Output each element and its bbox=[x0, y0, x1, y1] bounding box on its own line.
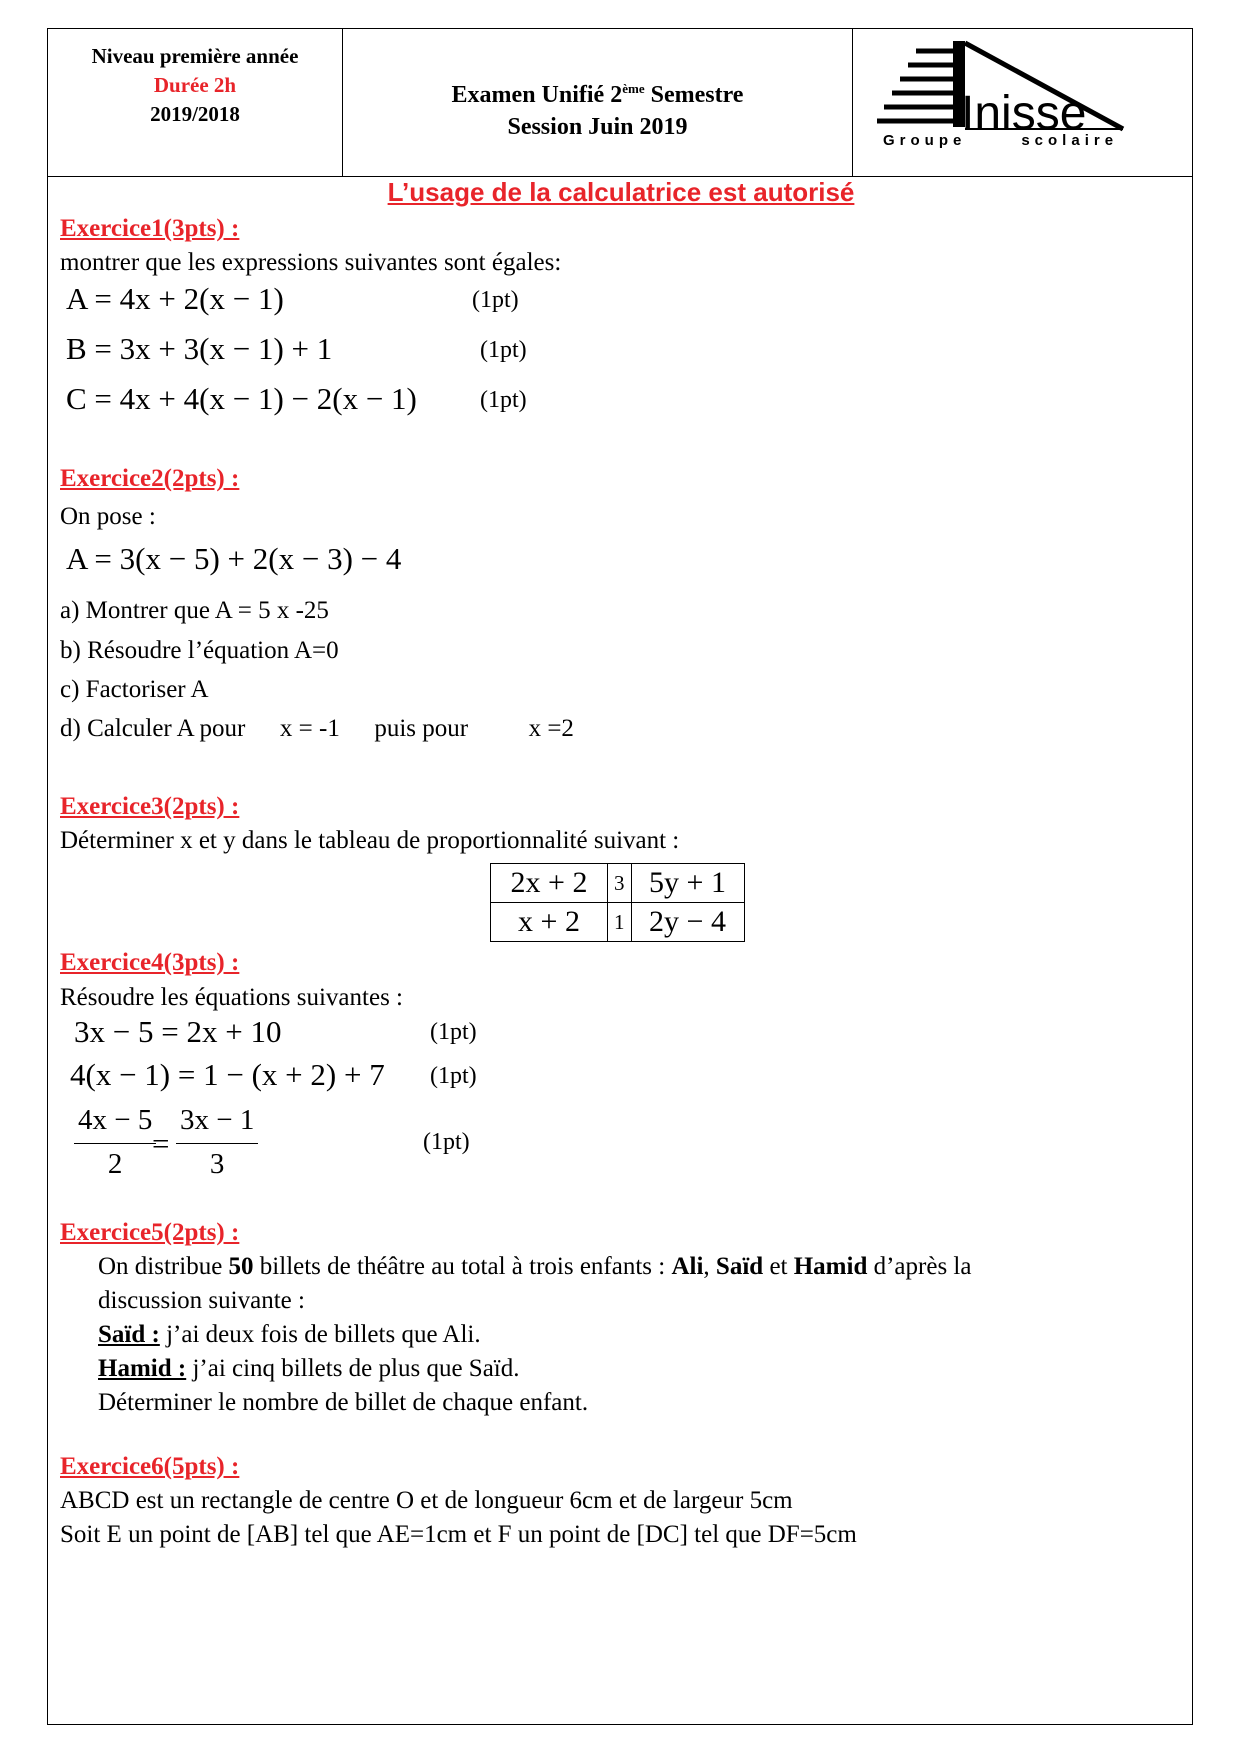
ex5-l1-e: , bbox=[703, 1253, 716, 1280]
header-info-cell bbox=[48, 29, 343, 176]
ex2-question-c: c) Factoriser A bbox=[60, 676, 209, 703]
exam-title-post: Semestre bbox=[644, 82, 744, 108]
ex2-d-v2: x =2 bbox=[528, 715, 574, 742]
ex4-intro: Résoudre les équations suivantes : bbox=[60, 984, 403, 1011]
ex2-intro: On pose : bbox=[60, 503, 156, 530]
ex4-pt-1: (1pt) bbox=[430, 1019, 477, 1045]
ex2-d-pre: d) Calculer A pour bbox=[60, 715, 246, 742]
ex5-l1-f: Saïd bbox=[715, 1253, 764, 1280]
ex5-title: Exercice5(2pts) : bbox=[60, 1219, 240, 1246]
table-row bbox=[491, 864, 745, 903]
ex4-title: Exercice4(3pts) : bbox=[60, 949, 240, 976]
ex5-line1 bbox=[98, 1253, 971, 1281]
ex4-pt-3: (1pt) bbox=[423, 1129, 470, 1155]
ex1-expr-a: A = 4x + 2(x − 1) bbox=[66, 281, 284, 316]
logo-subtitle: Groupe scolaire bbox=[883, 132, 1119, 149]
ex5-hamid-line bbox=[98, 1355, 519, 1383]
ex1-pt-b: (1pt) bbox=[480, 337, 527, 363]
ex4-eq3-right bbox=[176, 1104, 258, 1181]
ex5-l1-i: d’après la bbox=[867, 1253, 972, 1280]
ex5-l1-c: billets de théâtre au total à trois enfants : bbox=[253, 1253, 672, 1280]
duration-text: Durée 2h bbox=[153, 73, 237, 97]
calculator-note: L’usage de la calculatrice est autorisé bbox=[387, 177, 855, 207]
ex2-title: Exercice2(2pts) : bbox=[60, 465, 240, 492]
ex4-eq3-left-den: 2 bbox=[107, 1148, 123, 1180]
ex2-d-v1: x = -1 bbox=[279, 715, 340, 742]
ex5-hamid-text: j’ai cinq billets de plus que Saïd. bbox=[186, 1355, 520, 1382]
ex2-question-a: a) Montrer que A = 5 x -25 bbox=[60, 597, 329, 624]
level-text: Niveau première année bbox=[91, 44, 299, 68]
ex4-eq3-equals: = bbox=[152, 1126, 170, 1161]
ex1-pt-c: (1pt) bbox=[480, 387, 527, 413]
ex4-eq3-right-num: 3x − 1 bbox=[176, 1104, 258, 1144]
table-cell: 1 bbox=[608, 903, 632, 942]
ex1-expr-c: C = 4x + 4(x − 1) − 2(x − 1) bbox=[66, 381, 417, 416]
exam-frame bbox=[47, 28, 1193, 1725]
ex5-question: Déterminer le nombre de billet de chaque enfant. bbox=[98, 1389, 589, 1416]
exam-title-pre: Examen Unifié 2 bbox=[451, 82, 623, 108]
ex4-eq3-left-num: 4x − 5 bbox=[74, 1104, 156, 1144]
ex5-l1-d: Ali bbox=[671, 1253, 704, 1280]
table-row bbox=[491, 903, 745, 942]
ex5-l1-g: et bbox=[763, 1253, 794, 1280]
exam-title-sup: ème bbox=[622, 81, 645, 96]
ex3-intro: Déterminer x et y dans le tableau de proportionnalité suivant : bbox=[60, 827, 680, 854]
ex6-line2: Soit E un point de [AB] tel que AE=1cm et F un point de [DC] tel que DF=5cm bbox=[60, 1521, 857, 1548]
ex4-eq3-left bbox=[74, 1104, 156, 1181]
table-cell: 5y + 1 bbox=[631, 864, 744, 903]
ex5-l1-h: Hamid bbox=[793, 1253, 868, 1280]
ex3-title: Exercice3(2pts) : bbox=[60, 793, 240, 820]
ex4-eq3-right-den: 3 bbox=[209, 1148, 225, 1180]
table-cell: x + 2 bbox=[491, 903, 608, 942]
ex5-hamid-label: Hamid : bbox=[98, 1355, 187, 1382]
ex5-said-label: Saïd : bbox=[98, 1321, 160, 1348]
ex4-pt-2: (1pt) bbox=[430, 1063, 477, 1089]
header-title-cell bbox=[343, 29, 853, 176]
school-logo bbox=[853, 29, 1192, 176]
ex5-said-line bbox=[98, 1321, 481, 1349]
session-text: Session Juin 2019 bbox=[507, 114, 688, 140]
ex1-title: Exercice1(3pts) : bbox=[60, 215, 240, 242]
logo-text: Inisse bbox=[961, 87, 1087, 140]
ex2-question-b: b) Résoudre l’équation A=0 bbox=[60, 637, 339, 664]
logo-cell bbox=[853, 29, 1192, 176]
table-cell: 2x + 2 bbox=[491, 864, 608, 903]
table-cell: 2y − 4 bbox=[631, 903, 744, 942]
ex1-intro: montrer que les expressions suivantes sont égales: bbox=[60, 249, 562, 276]
exam-title bbox=[343, 73, 852, 111]
ex2-d-mid: puis pour bbox=[374, 715, 469, 742]
proportionality-table bbox=[490, 863, 745, 942]
year-text: 2019/2018 bbox=[150, 102, 240, 126]
ex4-eq2: 4(x − 1) = 1 − (x + 2) + 7 bbox=[70, 1057, 385, 1092]
ex1-expr-b: B = 3x + 3(x − 1) + 1 bbox=[66, 331, 333, 366]
ex4-eq1: 3x − 5 = 2x + 10 bbox=[74, 1014, 282, 1049]
ex1-pt-a: (1pt) bbox=[472, 287, 519, 313]
exam-header bbox=[48, 29, 1192, 177]
table-cell: 3 bbox=[608, 864, 632, 903]
ex5-l1-a: On distribue bbox=[98, 1253, 229, 1280]
ex2-question-d bbox=[60, 715, 574, 743]
ex2-expression: A = 3(x − 5) + 2(x − 3) − 4 bbox=[66, 541, 402, 576]
ex5-said-text: j’ai deux fois de billets que Ali. bbox=[159, 1321, 481, 1348]
ex6-title: Exercice6(5pts) : bbox=[60, 1453, 240, 1480]
ex5-line2: discussion suivante : bbox=[98, 1287, 305, 1314]
ex6-line1: ABCD est un rectangle de centre O et de longueur 6cm et de largeur 5cm bbox=[60, 1487, 793, 1514]
ex5-l1-b: 50 bbox=[228, 1253, 254, 1280]
